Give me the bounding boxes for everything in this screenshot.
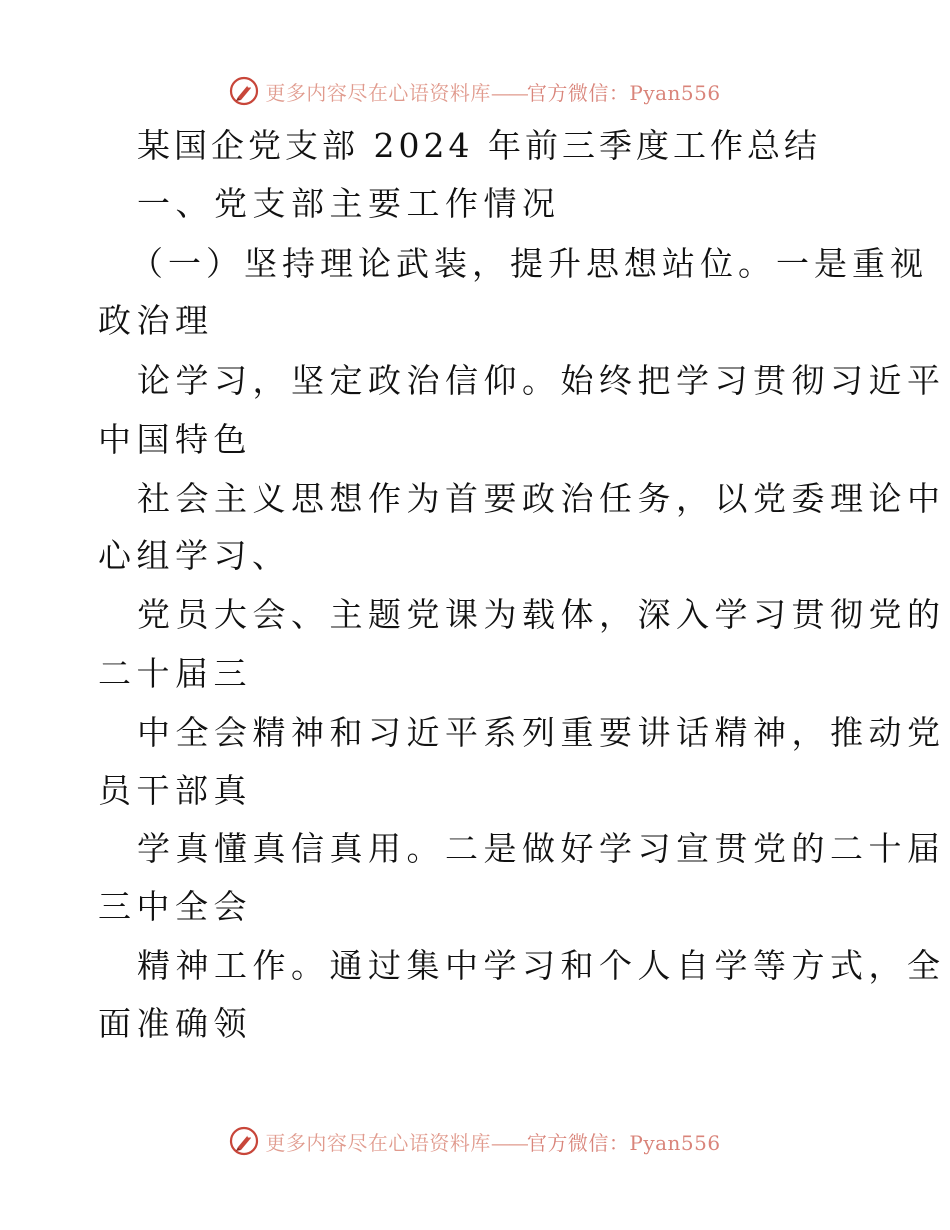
paragraph-line: 三中全会 xyxy=(98,887,252,926)
paragraph-line: 二十届三 xyxy=(98,654,252,693)
pen-nib-logo-icon xyxy=(229,76,259,106)
paragraph-line: 政治理 xyxy=(98,301,214,340)
paragraph-line: 社会主义思想作为首要政治任务，以党委理论中 xyxy=(137,479,946,518)
banner-text xyxy=(265,77,720,106)
paragraph-line: 员干部真 xyxy=(98,771,252,810)
pen-nib-logo-icon xyxy=(229,1126,259,1156)
paragraph-line: 党员大会、主题党课为载体，深入学习贯彻党的 xyxy=(137,595,946,634)
banner-text xyxy=(265,1127,720,1156)
paragraph-line: 中全会精神和习近平系列重要讲话精神，推动党 xyxy=(137,713,946,752)
footer-banner xyxy=(0,1124,950,1158)
paragraph-line: 面准确领 xyxy=(98,1004,252,1043)
banner-dash: —— xyxy=(490,1130,527,1155)
paragraph-line: 学真懂真信真用。二是做好学习宣贯党的二十届 xyxy=(137,829,946,868)
section-heading: 一、党支部主要工作情况 xyxy=(137,184,561,223)
banner-title: 更多内容尽在心语资料库 xyxy=(265,80,491,105)
banner-wechat: 官方微信：Pyan556 xyxy=(526,80,721,105)
paragraph-line: 精神工作。通过集中学习和个人自学等方式，全 xyxy=(137,946,946,985)
banner-dash: —— xyxy=(490,80,527,105)
banner-wechat: 官方微信：Pyan556 xyxy=(526,1130,721,1155)
paragraph-line: 心组学习、 xyxy=(98,536,291,575)
banner-title: 更多内容尽在心语资料库 xyxy=(265,1130,491,1155)
document-title: 某国企党支部 2024 年前三季度工作总结 xyxy=(137,126,821,165)
header-banner xyxy=(0,74,950,108)
paragraph-line: （一）坚持理论武装，提升思想站位。一是重视 xyxy=(130,244,928,283)
paragraph-line: 论学习，坚定政治信仰。始终把学习贯彻习近平 xyxy=(137,361,946,400)
paragraph-line: 中国特色 xyxy=(98,420,252,459)
